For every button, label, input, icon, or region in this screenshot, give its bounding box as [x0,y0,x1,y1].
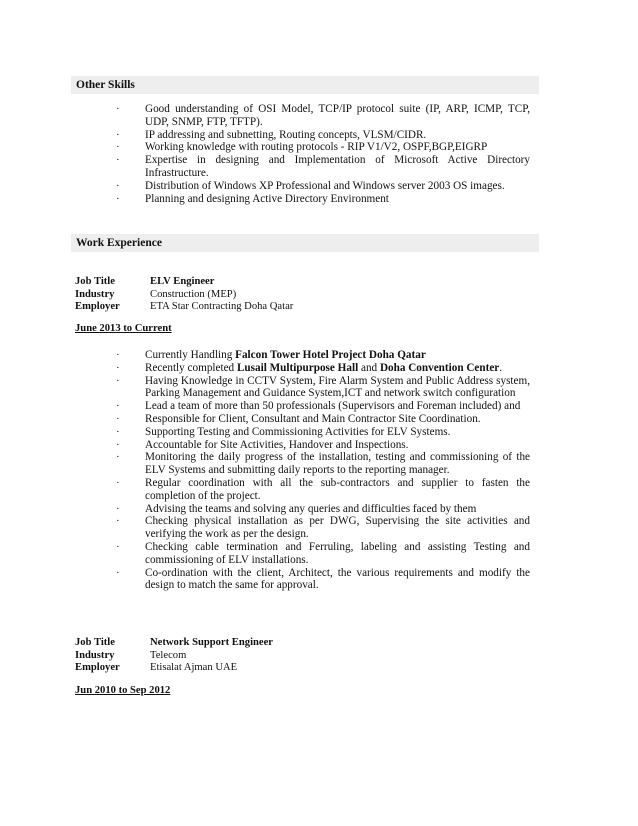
job-details [75,276,293,314]
bullet-icon: · [116,374,120,387]
bullet-icon: · [116,515,120,528]
list-item: · Monitoring the daily progress of the installation, testing and commissioning of the ELV Systems and submitting daily reports to the reporting manager. [116,451,530,477]
job-title-label: Job Title [75,637,115,648]
industry-label: Industry [75,288,115,300]
industry-value: Construction (MEP) [150,288,237,300]
list-item: · Recently completed Lusail Multipurpose Hall and Doha Convention Center. [116,361,503,374]
list-item: · Good understanding of OSI Model, TCP/IP protocol suite (IP, ARP, ICMP, TCP, UDP, SNMP, FTP, TFTP). [116,103,530,128]
bullet-icon: · [116,425,120,438]
industry-value: Telecom [150,649,187,661]
list-item: · Responsible for Client, Consultant and Main Contractor Site Coordination. [116,412,481,425]
list-item: · Regular coordination with all the sub-contractors and supplier to fasten the completion of the project. [116,476,530,502]
employer-value: Etisalat Ajman UAE [150,662,238,673]
bullet-icon: · [116,361,120,374]
list-item: · Accountable for Site Activities, Handover and Inspections. [116,438,409,451]
job-period: June 2013 to Current [75,323,172,334]
bullet-icon: · [116,412,120,425]
section-header-work-experience: Work Experience [71,234,539,252]
list-item: · Co-ordination with the client, Architect, the various requirements and modify the design to match the same for approval. [116,566,530,592]
bullet-icon: · [116,540,120,553]
list-item: · Lead a team of more than 50 professionals (Supervisors and Foreman included) and [116,400,521,413]
job-title-value: ELV Engineer [150,276,215,287]
bullet-icon: · [116,141,120,154]
job-title-label: Job Title [75,276,115,287]
bullet-icon: · [116,400,120,413]
employer-label: Employer [75,301,120,312]
list-item: · Supporting Testing and Commissioning Activities for ELV Systems. [116,425,451,438]
project-name: Doha Convention Center [379,361,500,374]
project-name: Lusail Multipurpose Hall [236,361,359,374]
employer-value: ETA Star Contracting Doha Qatar [150,301,294,312]
job-title-value: Network Support Engineer [150,637,274,648]
bullet-icon: · [116,349,120,361]
bullet-icon: · [116,438,120,451]
list-item: · Distribution of Windows XP Professional and Windows server 2003 OS images. [116,179,505,192]
job-duties-list [0,349,530,592]
bullet-icon: · [116,476,120,489]
job-period: Jun 2010 to Sep 2012 [75,685,171,696]
bullet-icon: · [116,502,120,515]
other-skills-list [0,103,530,205]
list-item: · Checking cable termination and Ferruling, labeling and assisting Testing and commissioning of ELV installations. [116,540,530,566]
bullet-icon: · [116,154,120,167]
bullet-icon: · [116,566,120,579]
list-item: · Having Knowledge in CCTV System, Fire Alarm System and Public Address system, Parking Management and Guidance System,ICT and network switch configuration [116,374,530,400]
list-item: · Working knowledge with routing protocols - RIP V1/V2, OSPF,BGP,EIGRP [116,141,488,154]
list-item: · Advising the teams and solving any queries and difficulties faced by them [116,502,477,515]
bullet-icon: · [116,192,120,205]
job-details [75,637,273,675]
list-item: · IP addressing and subnetting, Routing concepts, VLSM/CIDR. [116,128,427,141]
bullet-icon: · [116,451,120,464]
section-header-other-skills: Other Skills [71,76,539,94]
list-item: · Planning and designing Active Directory Environment [116,192,389,205]
list-item: · Expertise in designing and Implementation of Microsoft Active Directory Infrastructure. [116,154,530,179]
project-name: Falcon Tower Hotel Project Doha Qatar [235,349,426,361]
industry-label: Industry [75,649,115,661]
list-item: · Currently Handling Falcon Tower Hotel Project Doha Qatar [116,349,426,361]
bullet-icon: · [116,128,120,141]
list-item: · Checking physical installation as per DWG, Supervising the site activities and verifying the work as per the design. [116,515,530,541]
bullet-icon: · [116,103,120,115]
employer-label: Employer [75,662,120,673]
bullet-icon: · [116,179,120,192]
